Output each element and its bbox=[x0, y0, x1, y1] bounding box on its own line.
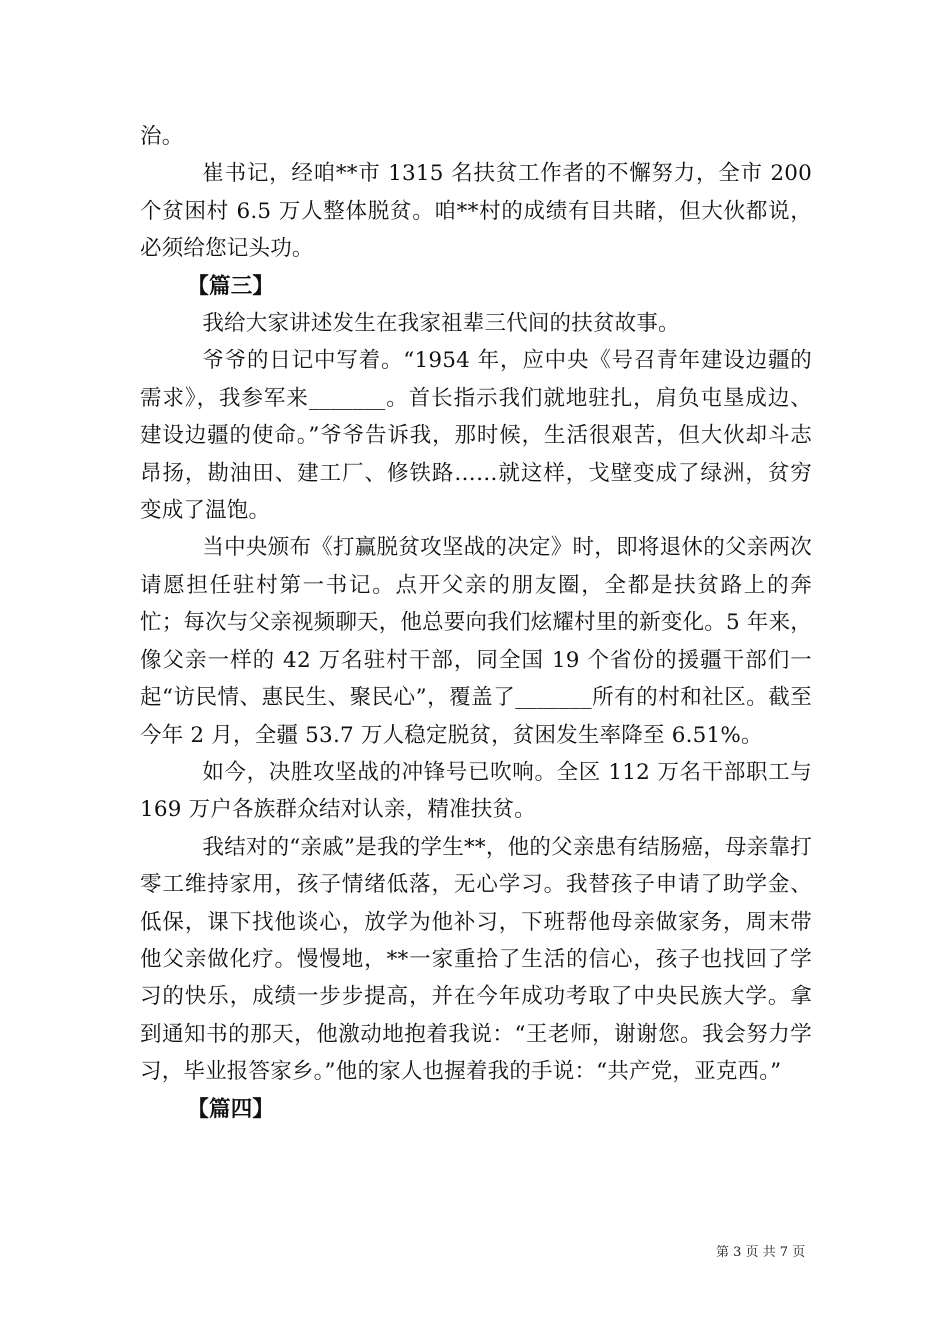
paragraph: 崔书记，经咱**市 1315 名扶贫工作者的不懈努力，全市 200 个贫困村 6.5 万人整体脱贫。咱**村的成绩有目共睹，但大伙都说，必须给您记头功。 bbox=[140, 161, 812, 262]
document-body bbox=[140, 118, 812, 1128]
paragraph: 爷爷的日记中写着。“1954 年，应中央《号召青年建设边疆的需求》，我参军来_______。首长指示我们就地驻扎，肩负屯垦成边、建设边疆的使命。”爷爷告诉我，那时候，生活很艰苦，但大伙却斗志昂扬，勘油田、建工厂、修铁路……就这样，戈壁变成了绿洲，贫穷变成了温饱。 bbox=[140, 348, 812, 524]
paragraph: 我给大家讲述发生在我家祖辈三代间的扶贫故事。 bbox=[202, 311, 680, 337]
section-heading: 【篇四】 bbox=[187, 1096, 275, 1122]
page-number-footer: 第 3 页 共 7 页 bbox=[716, 1245, 806, 1260]
paragraph: 当中央颁布《打赢脱贫攻坚战的决定》时，即将退休的父亲两次请愿担任驻村第一书记。点开父亲的朋友圈，全都是扶贫路上的奔忙；每次与父亲视频聊天，他总要向我们炫耀村里的新变化。5 年来，像父亲一样的 42 万名驻村干部，同全国 19 个省份的援疆干部们一起“访民情、惠民生、聚民心”，覆盖了_______所有的村和社区。截至今年 2 月，全疆 53.7 万人稳定脱贫，贫困发生率降至 6.51%。 bbox=[140, 535, 812, 748]
paragraph: 如今，决胜攻坚战的冲锋号已吹响。全区 112 万名干部职工与 169 万户各族群众结对认亲，精准扶贫。 bbox=[140, 759, 812, 823]
section-heading: 【篇三】 bbox=[187, 273, 275, 299]
paragraph-continuation: 治。 bbox=[140, 124, 184, 149]
paragraph: 我结对的“亲戚”是我的学生**，他的父亲患有结肠癌，母亲靠打零工维持家用，孩子情绪低落，无心学习。我替孩子申请了助学金、低保，课下找他谈心，放学为他补习，下班帮他母亲做家务，周末带他父亲做化疗。慢慢地，**一家重拾了生活的信心，孩子也找回了学习的快乐，成绩一步步提高，并在今年成功考取了中央民族大学。拿到通知书的那天，他激动地抱着我说：“王老师，谢谢您。我会努力学习，毕业报答家乡。”他的家人也握着我的手说：“共产党，亚克西。” bbox=[140, 834, 812, 1085]
